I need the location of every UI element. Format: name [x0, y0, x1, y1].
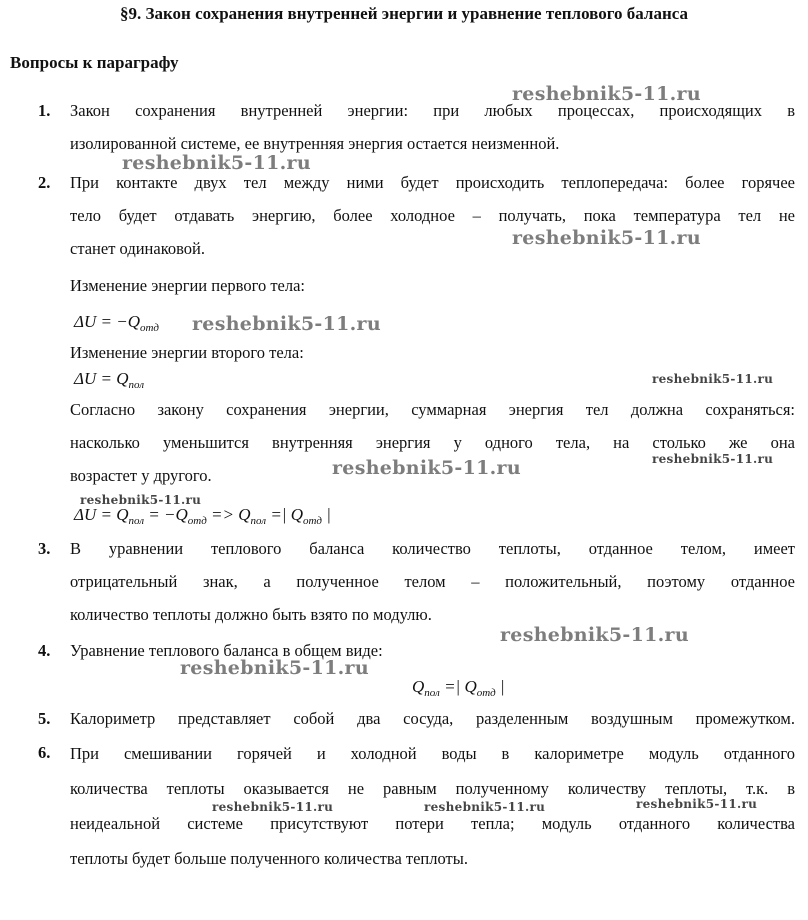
item-text-3	[70, 532, 795, 631]
watermark-logo: reshebnik5-11.ru	[512, 227, 701, 249]
item-number-1: 1.	[38, 101, 51, 120]
formula-second-body: $\Delta U = Q_{пол}$	[74, 369, 145, 391]
text-line: неидеальной системе присутствуют потери тепла; модуль отданного количества	[70, 814, 795, 833]
text-line: Согласно закону сохранения энергии, суммарная энергия тел должна сохраняться:	[70, 400, 795, 419]
text-line: Калориметр представляет собой два сосуда, разделенным воздушным промежутком.	[70, 709, 795, 728]
item-number-2: 2.	[38, 173, 51, 192]
watermark-logo: reshebnik5-11.ru	[122, 152, 311, 174]
text-line: При смешивании горячей и холодной воды в калориметре модуль отданного	[70, 744, 795, 763]
item-number-6: 6.	[38, 743, 51, 762]
watermark-logo: reshebnik5-11.ru	[636, 797, 758, 811]
watermark-logo: reshebnik5-11.ru	[212, 800, 334, 814]
watermark-logo: reshebnik5-11.ru	[500, 624, 689, 646]
item-number-4: 4.	[38, 641, 51, 660]
text-line: Уравнение теплового баланса в общем виде:	[70, 641, 383, 660]
text-line: возрастет у другого.	[70, 466, 212, 485]
section-heading: Вопросы к параграфу	[10, 53, 179, 72]
formula-heat-balance: $Q_{пол}$ =| $Q_{отд}$ |	[412, 677, 505, 699]
watermark-logo: reshebnik5-11.ru	[180, 657, 369, 679]
first-body-label: Изменение энергии первого тела:	[70, 276, 306, 295]
text-line: отрицательный знак, а полученное телом – положительный, поэтому отданное	[70, 572, 795, 591]
watermark-logo: reshebnik5-11.ru	[332, 457, 521, 479]
text-line: количество теплоты должно быть взято по модулю.	[70, 605, 432, 624]
text-line: тело будет отдавать энергию, более холодное – получать, пока температура тел не	[70, 206, 795, 225]
second-body-label: Изменение энергии второго тела:	[70, 343, 304, 362]
text-line: количества теплоты оказывается не равным полученному количеству теплоты, т.к. в	[70, 779, 795, 798]
formula-balance-chain: $\Delta U = Q_{пол} = -Q_{отд} => Q_{пол}$ =| $Q_{отд}$ |	[74, 505, 331, 527]
item-text-2	[70, 166, 795, 265]
text-line: Закон сохранения внутренней энергии: при любых процессах, происходящих в	[70, 101, 795, 120]
page-title: §9. Закон сохранения внутренней энергии и уравнение теплового баланса	[119, 4, 688, 23]
text-line: теплоты будет больше полученного количества теплоты.	[70, 849, 468, 868]
watermark-logo: reshebnik5-11.ru	[424, 800, 546, 814]
text-line: станет одинаковой.	[70, 239, 206, 258]
watermark-logo: reshebnik5-11.ru	[80, 493, 202, 507]
formula-first-body: $\Delta U = -Q_{отд}$	[74, 312, 159, 334]
item-number-3: 3.	[38, 539, 51, 558]
text-line: насколько уменьшится внутренняя энергия у одного тела, на столько же она	[70, 433, 795, 452]
watermark-logo: reshebnik5-11.ru	[512, 83, 701, 105]
item-number-5: 5.	[38, 709, 51, 728]
watermark-logo: reshebnik5-11.ru	[652, 452, 774, 466]
watermark-logo: reshebnik5-11.ru	[652, 372, 774, 386]
watermark-logo: reshebnik5-11.ru	[192, 313, 381, 335]
text-line: В уравнении теплового баланса количество теплоты, отданное телом, имеет	[70, 539, 795, 558]
text-line: При контакте двух тел между ними будет происходить теплопередача: более горячее	[70, 173, 795, 192]
item-text-5	[70, 702, 795, 735]
text-line: изолированной системе, ее внутренняя энергия остается неизменной.	[70, 134, 560, 153]
